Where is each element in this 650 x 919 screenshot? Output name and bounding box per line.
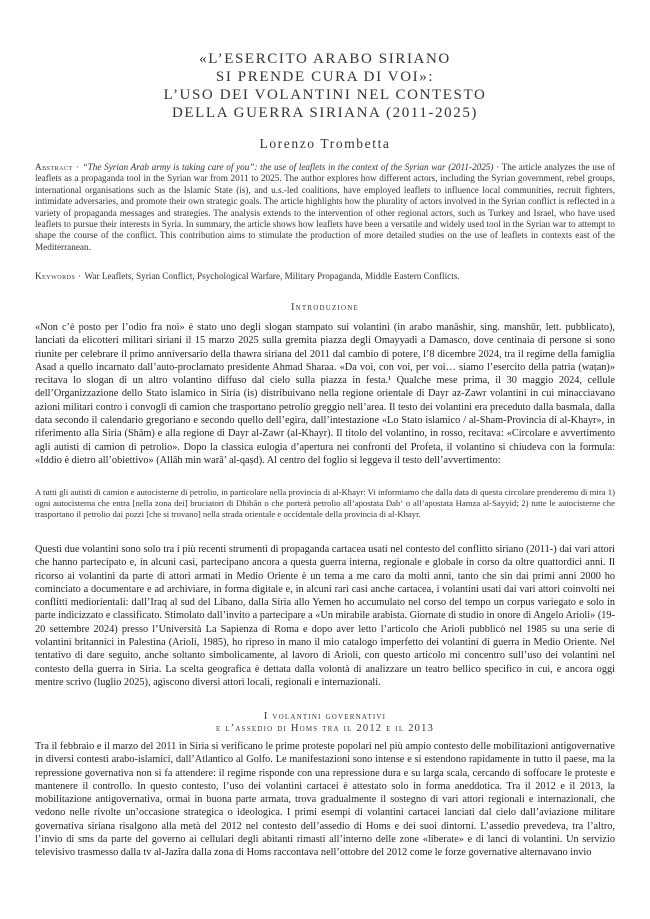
body-paragraph: Tra il febbraio e il marzo del 2011 in Siria si verificano le prime proteste popolari nel più ampio contesto delle mobilitazioni antigovernative in diversi contesti arabo-islamici, dall’Atlantico al Golfo. Le manifestazioni sono intense e si estendono rapidamente in tutto il paese, ma la repressione governativa non si fa attendere: il regime risponde con una repressione dura e su larga scala, cercando di soffocare le proteste e mantenere il controllo. In questo contesto, l’uso dei volantini cartacei è attestato solo in forma aneddotica. Tra il 2012 e il 2013, la mobilitazione antigovernativa, ormai in buona parte armata, trova gradualmente il sostegno di vari attori regionali e internazionali, che vedono nelle rivolte un’occasione strategica o ideologica. I primi esempi di volantini cartacei lanciati dal cielo dall’aviazione militare governativa siriana risalgono alla metà del 2012 nel contesto dell’assedio di Homs e dei suoi dintorni. L’assedio prevedeva, tra l’altro, l’invio di sms da parte del governo ai cellulari degli abitanti rimasti all’interno delle zone «liberate» e di lanci di volantini. Un servizio televisivo trasmesso dalla tv al-Jazīra dalla zona di Homs raccontava nell’ottobre del 2012 come le forze governative alternavano invio [35,741,615,859]
block-quote: A tutti gli autisti di camion e autocisterne di petrolio, in particolare nella provincia di al-Khayr: Vi informiamo che dalla data di questa circolare prenderemo di mira 1) ogni autocisterna che entra [nella zona dei] bruciatori di Dhibān o che porterà petrolio all’apostata Dab‘ o all’apostata Hamza al-Sayyid; 2) tutte le autocisterne che trasportano il petrolio dai pozzi [che si trovano] nella strada orientale e occidentale della provincia di al-Khayr. [35,487,615,519]
title-line: SI PRENDE CURA DI VOI»: [215,69,435,85]
abstract-label: Abstract · [35,162,83,172]
title-line: DELLA GUERRA SIRIANA (2011-2025) [171,105,479,121]
article-title [60,50,590,122]
title-line: L’USO DEI VOLANTINI NEL CONTESTO [163,87,487,103]
body-paragraph: Questi due volantini sono solo tra i più recenti strumenti di propaganda cartacea usati nel contesto del conflitto siriano (2011-) dai vari attori che hanno partecipato e, in alcuni casi, partecipano ancora a questa guerra interna, regionale e globale in corso da oltre quattordici anni. Il ricorso ai volantini da parte di attori armati in Medio Oriente è un tema a me caro da molti anni, tanto che sin dai primi anni 2000 ho cominciato a documentare e ad archiviare, in forma digitale e, in alcuni rari casi anche cartacea, i volantini usati dai vari attori coinvolti nei conflitti mediorientali: dall’Iraq al sud del Libano, dalla Siria allo Yemen ho accumulato nel corso del tempo un corpus variegato e solo in parte indicizzato e classificato. Stimolato dall’invito a partecipare a «Un mirabile arabista. Giornate di studio in onore di Angelo Arioli» (19-20 settembre 2024) presso l’Università La Sapienza di Roma e dopo aver letto l’articolo che Arioli pubblicò nel 1985 su una serie di volantini britannici in Palestina (Arioli, 1985), ho ripreso in mano il mio catalogo imperfetto dei volantini di guerra in Medio Oriente. Nel tentativo di dare seguito, anche soltanto simbolicamente, al lavoro di Arioli, con questo articolo mi concentro sull’uso dei volantini nel contesto della guerra in Siria. La scelta geografica è dettata dalla volontà di analizzare un teatro bellico specifico in cui, e ancora oggi mentre scrivo (luglio 2025), agiscono diversi attori locali, regionali e internazionali. [35,544,615,688]
keywords-text: War Leaflets, Syrian Conflict, Psychological Warfare, Military Propaganda, Middle Eastern Conflicts. [84,271,460,281]
title-line: «L’ESERCITO ARABO SIRIANO [199,51,451,67]
author-name: Lorenzo Trombetta [259,136,391,151]
abstract-english-title: “The Syrian Arab army is taking care of you”: the use of leaflets in the context of the Syrian war (2011-2025) [82,162,494,172]
keywords [35,271,615,282]
abstract [35,162,615,253]
keywords-label: Keywords · [35,271,85,281]
section-heading-introduzione: Introduzione [290,302,360,313]
body-paragraph: «Non c’è posto per l’odio fra noi» è stato uno degli slogan stampato sui volantini (in arabo manāshir, sing. manshūr, lett. pubblicato), lanciati da elicotteri militari siriani il 15 marzo 2025 sulla gremita piazza degli Omayyadi a Damasco, dove centinaia di persone si sono riunite per celebrare il primo anniversario della thawra siriana del 2011 dal cambio di potere, l’8 dicembre 2024, tra il regime della famiglia Asad a quello incarnato dall’auto-proclamato presidente Ahmad Sharaa. «Da voi, con voi, per voi… siamo l’esercito della patria (waṭan)» recitava lo slogan di un altro volantino diffuso dal cielo sulla piazza in festa.¹ Qualche mese prima, il 30 maggio 2024, cellule dell’Organizzazione dello Stato islamico in Siria (is) distribuivano nella regione orientale di Dayr az-Zawr volantini in cui minacciavano azioni militari contro i convogli di camion che trasportano petrolio greggio nell’area. Il testo dei volantini era preceduto dalla basmala, dalla data secondo il calendario gregoriano e secondo quello dell’egira, dall’intestazione «Lo Stato islamico / al-Sham-Provincia di al-Khayr», in riferimento alla Siria (Shām) e alla regione di Dayr al-Zawr (al-Khayr). Il titolo del volantino, in rosso, recitava: «Circolare e avvertimento agli autisti di camion di petrolio». Dopo la classica eulogia d’apertura nei confronti del Profeta, il volantino si chiudeva con la formula: «Iddio è dietro all’obiettivo» (Allāh min warā’ al-qaṣd). Al centro del foglio si leggeva il testo dell’avvertimento: [35,322,615,466]
abstract-body: · The article analyzes the use of leaflets as a propaganda tool in the Syrian war from 2011 to 2025. The author explores how different actors, including the Syrian government, rebel groups, international organisations such as the Islamic State (is), and u.s.-led coalitions, have employed leaflets to influence local communities, recruit fighters, intimidate adversaries, and promote their own strategic goals. The article highlights how the plurality of actors involved in the Syrian conflict is reflected in a variety of propaganda messages and strategies. The analysis extends to the intervention of other regional actors, such as Turkey and Israel, who have used leaflets to pursue their interests in Syria. In summary, the article shows how leaflets have been a versatile and widely used tool in the Syrian war to attempt to shape the course of the conflict. This contribution aims to stimulate the production of more detailed studies on the use of leaflets in contexts east of the Mediterranean. [35,162,615,252]
section-heading-volantini-governativi [35,711,615,735]
section-heading-line: I volantini governativi [263,711,387,722]
section-heading-line: e l’assedio di Homs tra il 2012 e il 2013 [215,723,435,734]
